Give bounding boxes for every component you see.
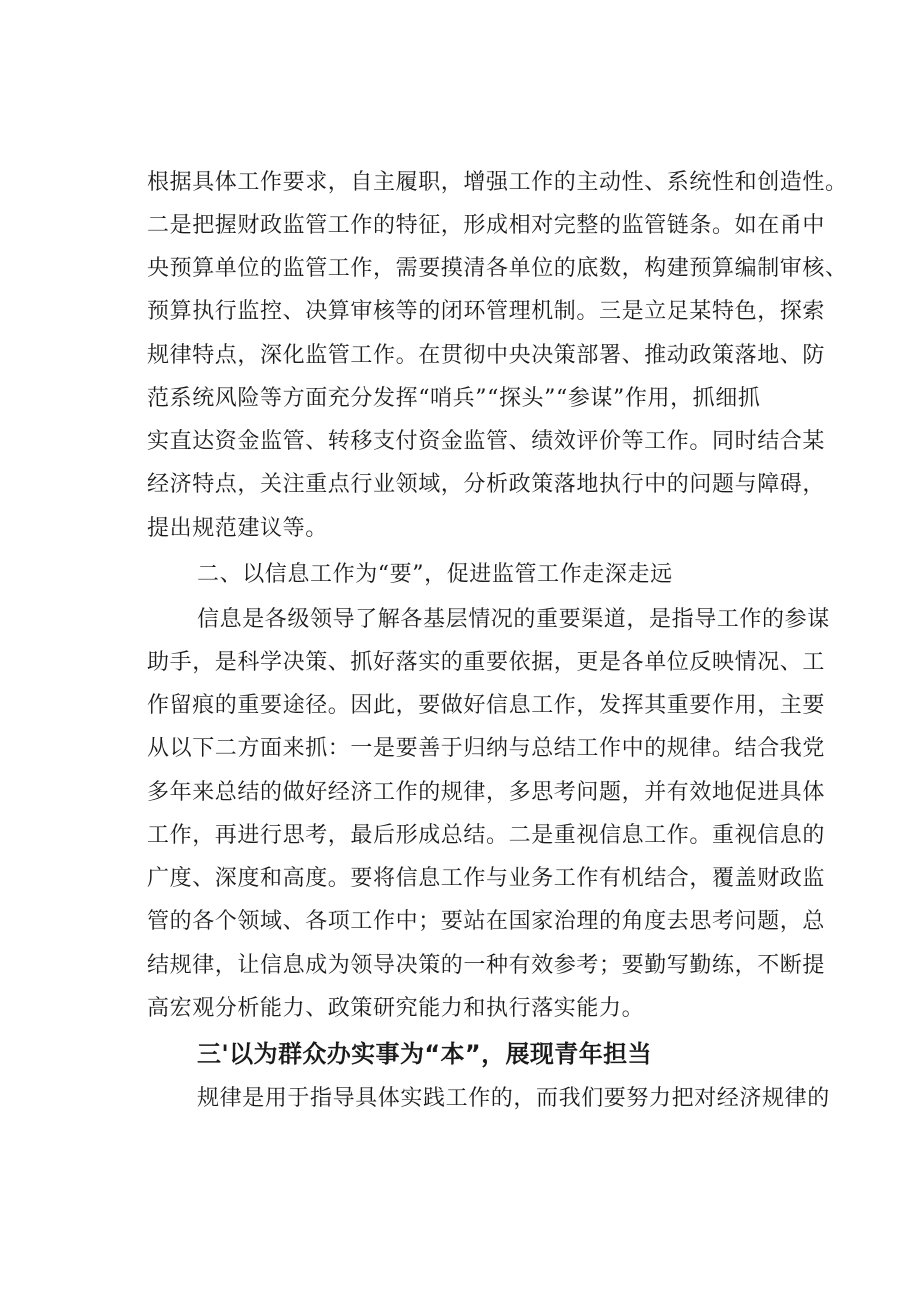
paragraph-line: 预算执行监控、决算审核等的闭环管理机制。三是立足某特色，探索 [147, 299, 826, 324]
paragraph-line: 规律是用于指导具体实践工作的，而我们要努力把对经济规律的 [197, 1086, 830, 1111]
paragraph-line: 助手，是科学决策、抓好落实的重要依据，更是各单位反映情况、工 [147, 650, 826, 675]
paragraph-line: 广度、深度和高度。要将信息工作与业务工作有机结合，覆盖财政监 [147, 866, 826, 891]
paragraph-line: 二是把握财政监管工作的特征，形成相对完整的监管链条。如在甬中 [147, 213, 826, 238]
paragraph-line: 结规律，让信息成为领导决策的一种有效参考；要勤写勤练，不断提 [147, 953, 826, 978]
paragraph-line: 多年来总结的做好经济工作的规律，多思考问题，并有效地促进具体 [147, 780, 826, 805]
paragraph-line: 工作，再进行思考，最后形成总结。二是重视信息工作。重视信息的 [147, 823, 826, 848]
paragraph-line: 从以下二方面来抓：一是要善于归纳与总结工作中的规律。结合我党 [147, 736, 826, 761]
paragraph-line: 范系统风险等方面充分发挥“哨兵”“探头”“参谋”作用，抓细抓 [147, 386, 761, 411]
paragraph-line: 提出规范建议等。 [147, 516, 328, 541]
paragraph-line: 根据具体工作要求，自主履职，增强工作的主动性、系统性和创造性。 [147, 170, 848, 195]
paragraph-line: 经济特点，关注重点行业领域，分析政策落地执行中的问题与障碍， [147, 472, 826, 497]
paragraph-line: 央预算单位的监管工作，需要摸清各单位的底数，构建预算编制审核、 [147, 256, 848, 281]
paragraph-line: 规律特点，深化监管工作。在贯彻中央决策部署、推动政策落地、防 [147, 343, 826, 368]
section-heading: 二、以信息工作为“要”，促进监管工作走深走远 [197, 562, 673, 587]
paragraph-line: 高宏观分析能力、政策研究能力和执行落实能力。 [147, 996, 645, 1021]
paragraph-line: 实直达资金监管、转移支付资金监管、绩效评价等工作。同时结合某 [147, 429, 826, 454]
section-heading-bold: 三'以为群众办实事为“本”，展现青年担当 [197, 1040, 652, 1068]
paragraph-line: 作留痕的重要途径。因此，要做好信息工作，发挥其重要作用，主要 [147, 693, 826, 718]
paragraph-line: 管的各个领域、各项工作中；要站在国家治理的角度去思考问题，总 [147, 909, 826, 934]
paragraph-line: 信息是各级领导了解各基层情况的重要渠道，是指导工作的参谋 [197, 607, 830, 632]
